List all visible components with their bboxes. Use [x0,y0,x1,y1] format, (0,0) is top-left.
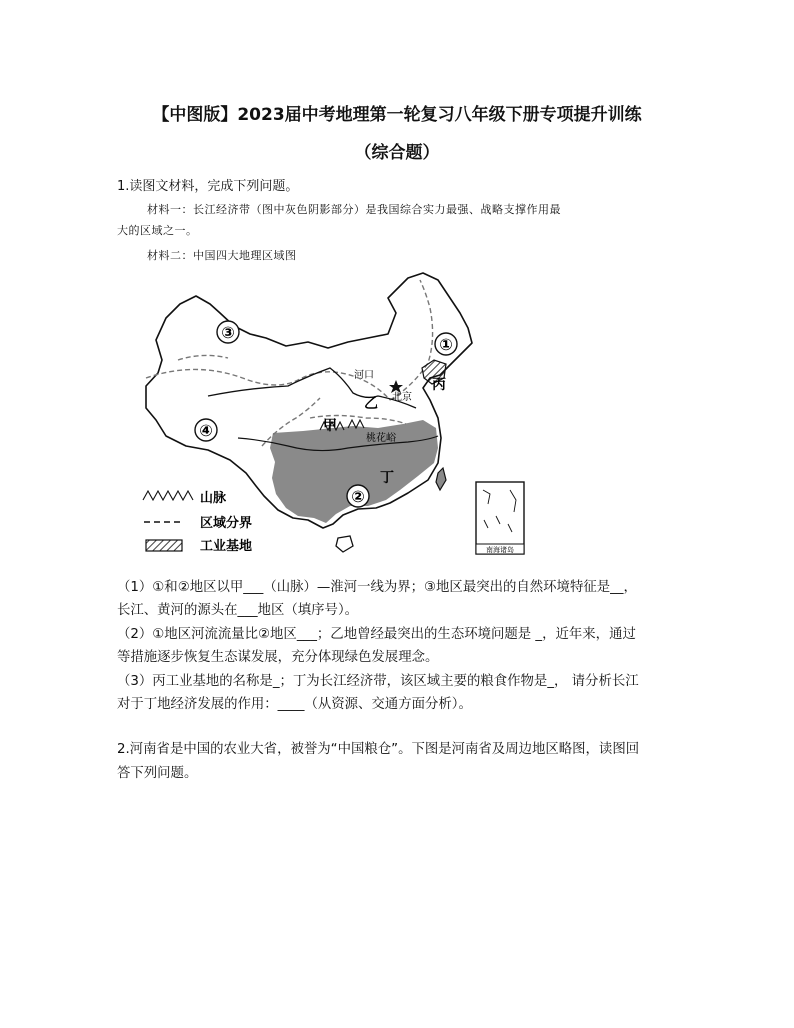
material1-line2: 大的区域之一。 [117,224,198,237]
label-beijing: 北京 [392,392,412,403]
question1-prompt: 1.读图文材料，完成下列问题。 [117,179,299,194]
q1-sub3-line2: 对于丁地经济发展的作用：____（从资源、交通方面分析）。 [117,697,472,712]
label-bing: 丙 [432,377,446,393]
legend-mountain-icon [143,491,193,500]
south-china-sea-inset [476,482,524,554]
question2-line1: 2.河南省是中国的农业大省，被誉为“中国粮仓”。下图是河南省及周边地区略图，读图回 [117,742,640,757]
page-title-line2: （综合题） [354,143,440,163]
label-ding: 丁 [380,470,394,486]
legend-industrial-icon [146,540,182,551]
label-jia: 甲 [323,418,337,434]
hainan-island [336,536,353,552]
page-title-line1: 【中图版】2023届中考地理第一轮复习八年级下册专项提升训练 [152,105,642,125]
taiwan-island [436,468,446,490]
q1-sub1-line2: 长江、黄河的源头在___地区（填序号）。 [117,603,359,618]
economic-belt-shading [270,420,438,523]
q1-sub2-line1: （2）①地区河流流量比②地区___；乙地曾经最突出的生态环境问题是 _，近年来，通过 [117,627,636,642]
material2-caption: 材料二：中国四大地理区域图 [147,249,297,262]
question2-line2: 答下列问题。 [117,766,198,781]
region-label-2 [347,485,369,507]
china-regions-map [138,268,538,568]
label-taohuayu: 桃花峪 [366,433,396,444]
q1-sub2-line2: 等措施逐步恢复生态谋发展，充分体现绿色发展理念。 [117,650,439,665]
region-label-3 [217,321,239,343]
q1-sub1-line1: （1）①和②地区以甲___（山脉）—淮河一线为界；③地区最突出的自然环境特征是__， [117,580,637,595]
material1-line1: 材料一：长江经济带（图中灰色阴影部分）是我国综合实力最强、战略支撑作用最 [147,203,561,216]
q1-sub3-line1: （3）丙工业基地的名称是_；丁为长江经济带，该区域主要的粮食作物是_， 请分析长江 [117,674,639,689]
svg-text:②: ② [351,487,365,506]
legend-mountain-label: 山脉 [200,491,227,506]
label-yi: 乙 [364,396,378,412]
svg-text:③: ③ [221,323,235,342]
region-boundary-line [178,355,228,360]
legend-boundary-label: 区域分界 [200,516,253,531]
legend-industrial-label: 工业基地 [200,539,253,554]
region-label-1 [435,333,457,355]
map-legend [143,491,252,554]
svg-text:①: ① [439,335,453,354]
label-hekou: 河口 [354,370,374,381]
svg-text:南海诸岛: 南海诸岛 [486,546,514,554]
svg-text:④: ④ [199,421,213,440]
region-label-4 [195,419,217,441]
